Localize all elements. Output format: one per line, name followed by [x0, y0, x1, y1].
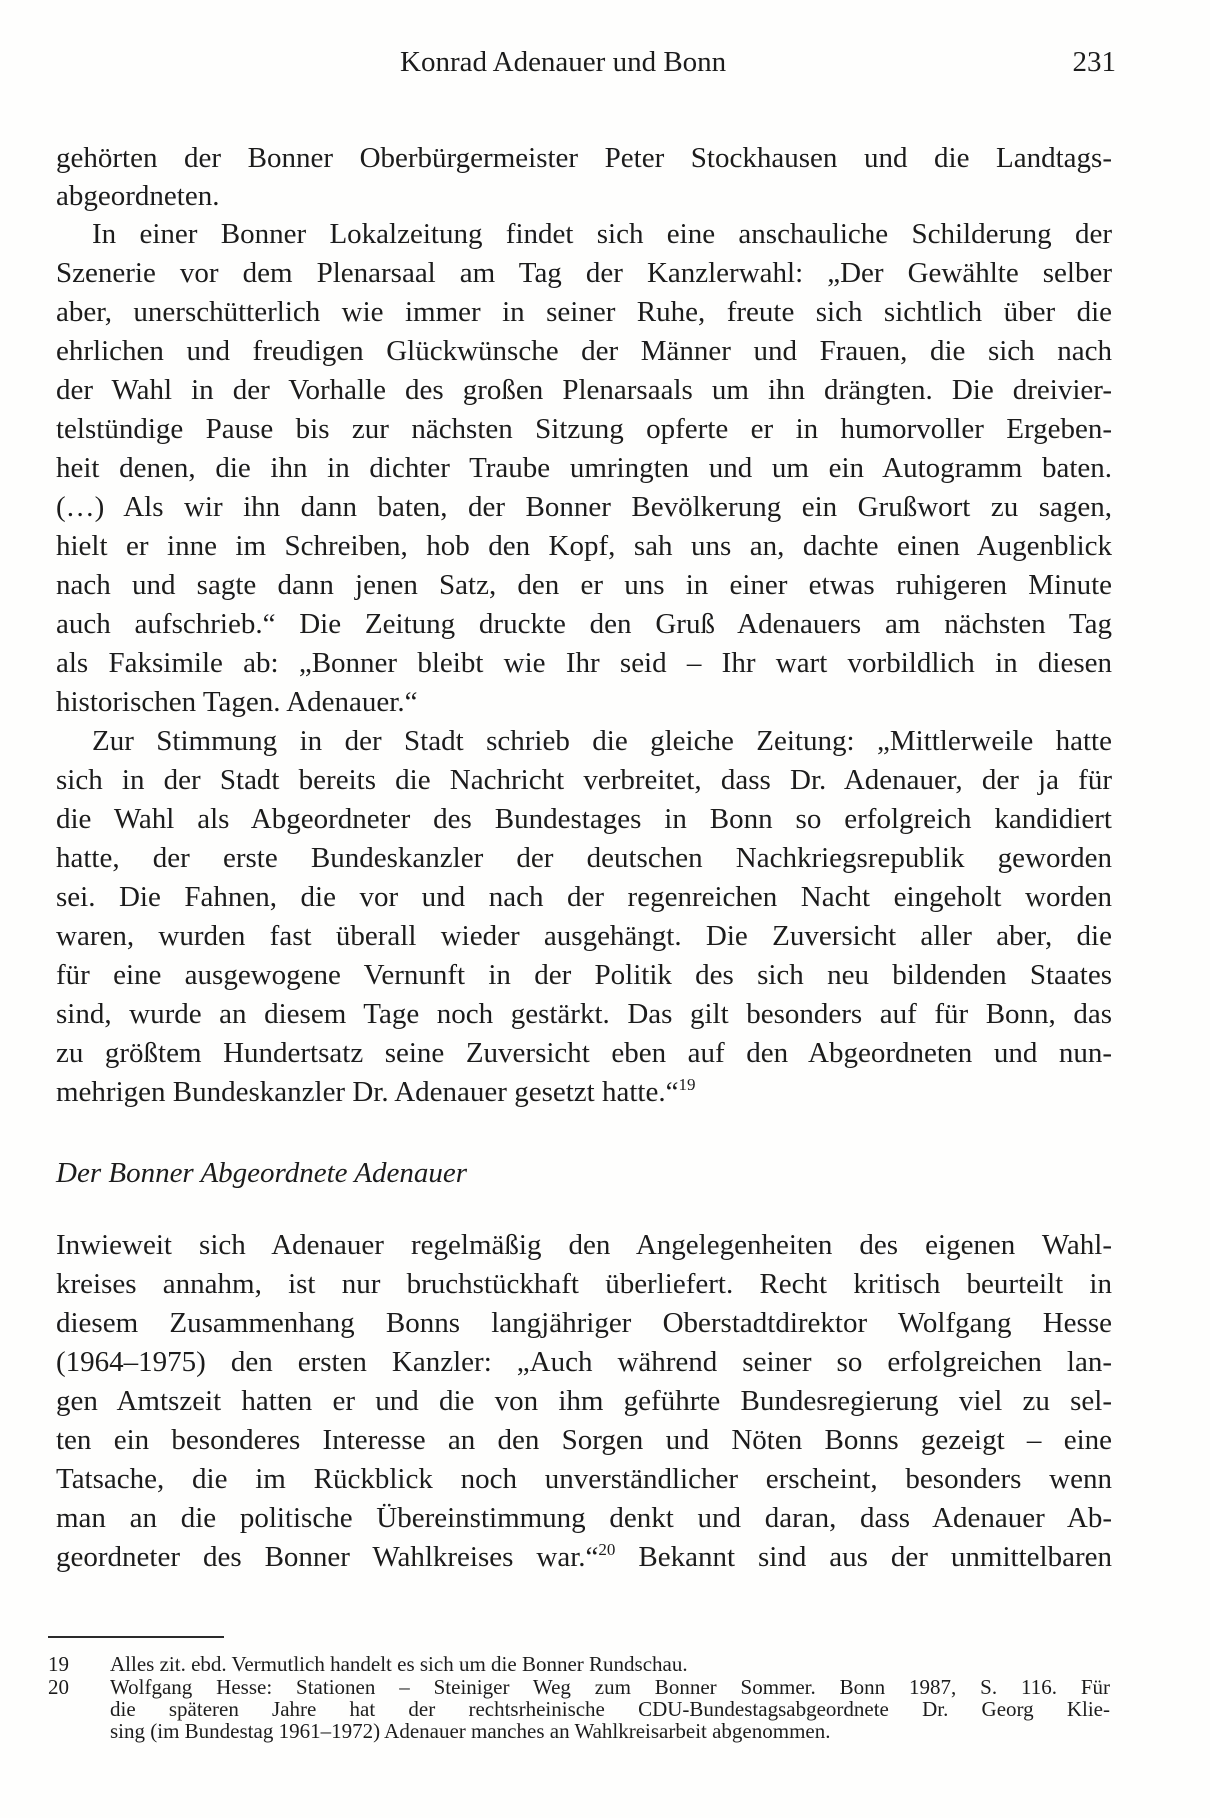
body-line: der Wahl in der Vorhalle des großen Plenarsaals um ihn drängten. Die dreivier- [56, 374, 1112, 406]
body-line: gen Amtszeit hatten er und die von ihm geführte Bundesregierung viel zu sel- [56, 1385, 1112, 1417]
body-line: Szenerie vor dem Plenarsaal am Tag der Kanzlerwahl: „Der Gewählte selber [56, 257, 1112, 289]
body-line: waren, wurden fast überall wieder ausgehängt. Die Zuversicht aller aber, die [56, 920, 1112, 952]
page-number: 231 [1072, 46, 1116, 78]
body-line-text: Bekannt sind aus der unmittelbaren [615, 1541, 1112, 1573]
footnote-number: 20 [48, 1675, 69, 1699]
body-line: Zur Stimmung in der Stadt schrieb die gleiche Zeitung: „Mittlerweile hatte [92, 725, 1112, 757]
body-line: für eine ausgewogene Vernunft in der Politik des sich neu bildenden Staates [56, 959, 1112, 991]
body-line: zu größtem Hundertsatz seine Zuversicht eben auf den Abgeordneten und nun- [56, 1037, 1112, 1069]
body-line: sei. Die Fahnen, die vor und nach der regenreichen Nacht eingeholt worden [56, 881, 1112, 913]
body-line: auch aufschrieb.“ Die Zeitung druckte den Gruß Adenauers am nächsten Tag [56, 608, 1112, 640]
footnote-text: die späteren Jahre hat der rechtsrheinische CDU-Bundestagsabgeordnete Dr. Georg Klie- [110, 1697, 1110, 1721]
body-line-text: geordneter des Bonner Wahlkreises war.“ [56, 1541, 599, 1573]
running-head: Konrad Adenauer und Bonn [400, 46, 727, 78]
body-line: Inwieweit sich Adenauer regelmäßig den Angelegenheiten des eigenen Wahl- [56, 1229, 1112, 1261]
footnote-number: 19 [48, 1652, 69, 1676]
body-line: gehörten der Bonner Oberbürgermeister Peter Stockhausen und die Landtags- [56, 142, 1112, 174]
footnote-separator [48, 1636, 224, 1638]
body-line: heit denen, die ihn in dichter Traube umringten und um ein Autogramm baten. [56, 452, 1112, 484]
body-line: sich in der Stadt bereits die Nachricht verbreitet, dass Dr. Adenauer, der ja für [56, 764, 1112, 796]
body-line: aber, unerschütterlich wie immer in seiner Ruhe, freute sich sichtlich über die [56, 296, 1112, 328]
body-line [56, 1074, 1112, 1110]
body-line: (…) Als wir ihn dann baten, der Bonner Bevölkerung ein Grußwort zu sagen, [56, 491, 1112, 523]
body-line: kreises annahm, ist nur bruchstückhaft überliefert. Recht kritisch beurteilt in [56, 1268, 1112, 1300]
section-heading: Der Bonner Abgeordnete Adenauer [56, 1157, 468, 1189]
body-line: telstündige Pause bis zur nächsten Sitzung opferte er in humorvoller Ergeben- [56, 413, 1112, 445]
body-line-text: mehrigen Bundeskanzler Dr. Adenauer gesetzt hatte.“ [56, 1076, 679, 1108]
body-line: nach und sagte dann jenen Satz, den er uns in einer etwas ruhigeren Minute [56, 569, 1112, 601]
body-line: Tatsache, die im Rückblick noch unverständlicher erscheint, besonders wenn [56, 1463, 1112, 1495]
body-line: abgeordneten. [56, 180, 220, 212]
body-line: sind, wurde an diesem Tage noch gestärkt. Das gilt besonders auf für Bonn, das [56, 998, 1112, 1030]
body-line: hatte, der erste Bundeskanzler der deutschen Nachkriegsrepublik geworden [56, 842, 1112, 874]
footnote-text: sing (im Bundestag 1961–1972) Adenauer manches an Wahlkreisarbeit abgenommen. [110, 1719, 831, 1743]
footnote-text: Alles zit. ebd. Vermutlich handelt es sich um die Bonner Rundschau. [110, 1652, 688, 1676]
footnote-reference-20[interactable]: 20 [598, 1540, 616, 1559]
body-line: historischen Tagen. Adenauer.“ [56, 686, 418, 718]
body-line: man an die politische Übereinstimmung denkt und daran, dass Adenauer Ab- [56, 1502, 1112, 1534]
body-line: In einer Bonner Lokalzeitung findet sich eine anschauliche Schilderung der [92, 218, 1112, 250]
body-line: (1964–1975) den ersten Kanzler: „Auch während seiner so erfolgreichen lan- [56, 1346, 1112, 1378]
body-line: hielt er inne im Schreiben, hob den Kopf, sah uns an, dachte einen Augenblick [56, 530, 1112, 562]
body-line [56, 1539, 1112, 1575]
body-line: diesem Zusammenhang Bonns langjähriger Oberstadtdirektor Wolfgang Hesse [56, 1307, 1112, 1339]
body-line: die Wahl als Abgeordneter des Bundestages in Bonn so erfolgreich kandidiert [56, 803, 1112, 835]
footnote-reference-19[interactable]: 19 [678, 1075, 696, 1094]
body-line: ehrlichen und freudigen Glückwünsche der Männer und Frauen, die sich nach [56, 335, 1112, 367]
footnote-text: Wolfgang Hesse: Stationen – Steiniger Weg zum Bonner Sommer. Bonn 1987, S. 116. Für [110, 1675, 1110, 1699]
body-line: als Faksimile ab: „Bonner bleibt wie Ihr seid – Ihr wart vorbildlich in diesen [56, 647, 1112, 679]
body-line: ten ein besonderes Interesse an den Sorgen und Nöten Bonns gezeigt – eine [56, 1424, 1112, 1456]
